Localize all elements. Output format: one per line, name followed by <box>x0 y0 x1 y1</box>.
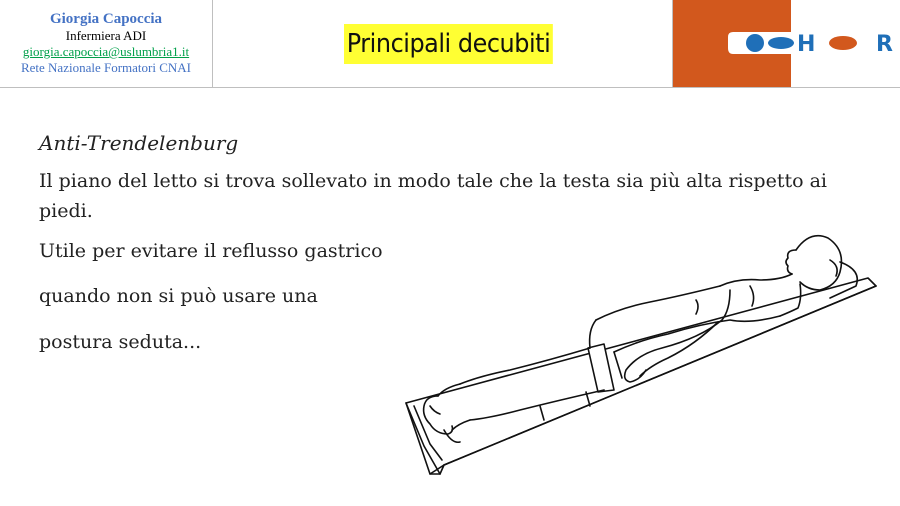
logo-letter-r: R <box>876 32 893 57</box>
text-line-1: Utile per evitare il reflusso gastrico <box>39 240 383 262</box>
author-role: Infermiera ADI <box>65 28 147 43</box>
logo-icon <box>673 0 900 87</box>
patient-on-tilted-bed-icon <box>400 220 890 490</box>
author-box <box>0 0 213 87</box>
author-email-link[interactable]: giorgia.capoccia@uslumbria1.it <box>22 44 190 59</box>
logo-letter-h: H <box>797 32 816 57</box>
text-line-3: postura seduta... <box>39 331 202 353</box>
title-area <box>213 0 673 87</box>
author-network: Rete Nazionale Formatori CNAI <box>20 60 192 75</box>
slide-title: Principali decubiti <box>344 24 553 64</box>
description-paragraph: Il piano del letto si trova sollevato in modo tale che la testa sia più alta rispetto ai piedi. <box>39 170 827 222</box>
patient-illustration <box>400 220 890 490</box>
slide-header <box>0 0 900 88</box>
author-name: Giorgia Capoccia <box>49 11 163 27</box>
text-line-2: quando non si può usare una <box>39 285 318 307</box>
position-name: Anti-Trendelenburg <box>39 131 239 155</box>
organization-logo <box>673 0 900 87</box>
